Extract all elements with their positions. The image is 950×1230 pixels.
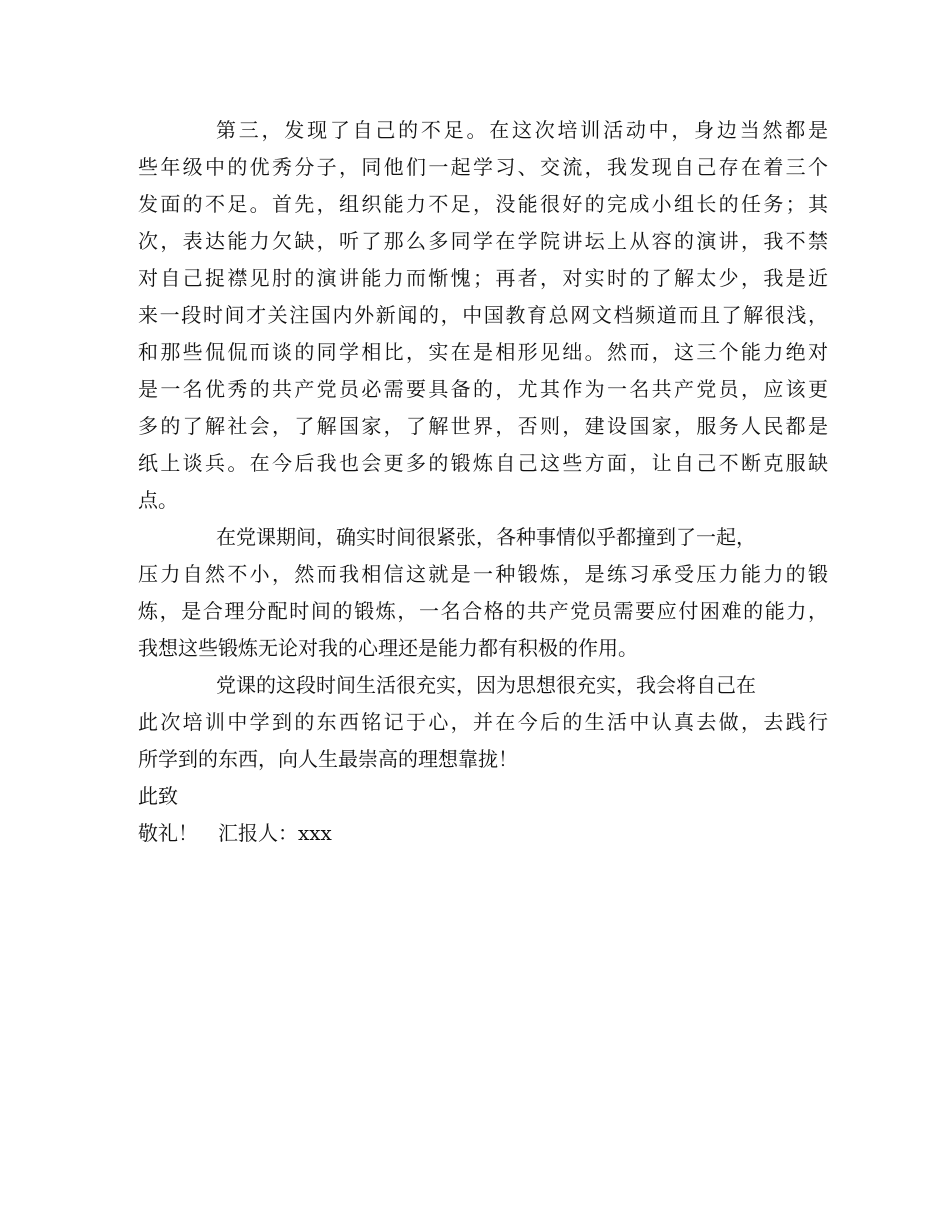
paragraph-line: 压力自然不小，然而我相信这就是一种锻炼，是练习承受压力能力的锻 xyxy=(138,562,828,586)
paragraph-line: 是一名优秀的共产党员必需要具备的，尤其作为一名共产党员，应该更 xyxy=(138,377,828,401)
paragraph-line: 和那些侃侃而谈的同学相比，实在是相形见绌。然而，这三个能力绝对 xyxy=(138,340,828,364)
paragraph-line: 来一段时间才关注国内外新闻的，中国教育总网文档频道而且了解很浅， xyxy=(138,303,828,327)
paragraph-line: 第三，发现了自己的不足。在这次培训活动中，身边当然都是 xyxy=(216,118,828,142)
paragraph-line: 在党课期间，确实时间很紧张，各种事情似乎都撞到了一起， xyxy=(216,525,756,549)
paragraph-line: 此次培训中学到的东西铭记于心，并在今后的生活中认真去做，去践行 xyxy=(138,710,828,734)
paragraph-line: 次，表达能力欠缺，听了那么多同学在学院讲坛上从容的演讲，我不禁 xyxy=(138,229,828,253)
paragraph-line: 点。 xyxy=(138,488,178,512)
paragraph-line: 些年级中的优秀分子，同他们一起学习、交流，我发现自己存在着三个 xyxy=(138,155,828,179)
closing-regards-reporter: 敬礼！ 汇报人：xxx xyxy=(138,821,332,845)
document-body xyxy=(138,112,828,852)
paragraph-line: 党课的这段时间生活很充实，因为思想很充实，我会将自己在 xyxy=(216,673,756,697)
paragraph-conclusion xyxy=(138,667,828,778)
paragraph-shortcomings xyxy=(138,112,828,519)
closing-salutation: 此致 xyxy=(138,784,178,808)
paragraph-party-course-pressure xyxy=(138,519,828,667)
paragraph-line: 所学到的东西，向人生最崇高的理想靠拢！ xyxy=(138,747,518,771)
paragraph-line: 我想这些锻炼无论对我的心理还是能力都有积极的作用。 xyxy=(138,636,638,660)
paragraph-line: 发面的不足。首先，组织能力不足，没能很好的完成小组长的任务；其 xyxy=(138,192,828,216)
paragraph-line: 对自己捉襟见肘的演讲能力而惭愧；再者，对实时的了解太少，我是近 xyxy=(138,266,828,290)
paragraph-line: 多的了解社会，了解国家，了解世界，否则，建设国家，服务人民都是 xyxy=(138,414,828,438)
paragraph-line: 纸上谈兵。在今后我也会更多的锻炼自己这些方面，让自己不断克服缺 xyxy=(138,451,828,475)
paragraph-line: 炼，是合理分配时间的锻炼，一名合格的共产党员需要应付困难的能力， xyxy=(138,599,828,623)
